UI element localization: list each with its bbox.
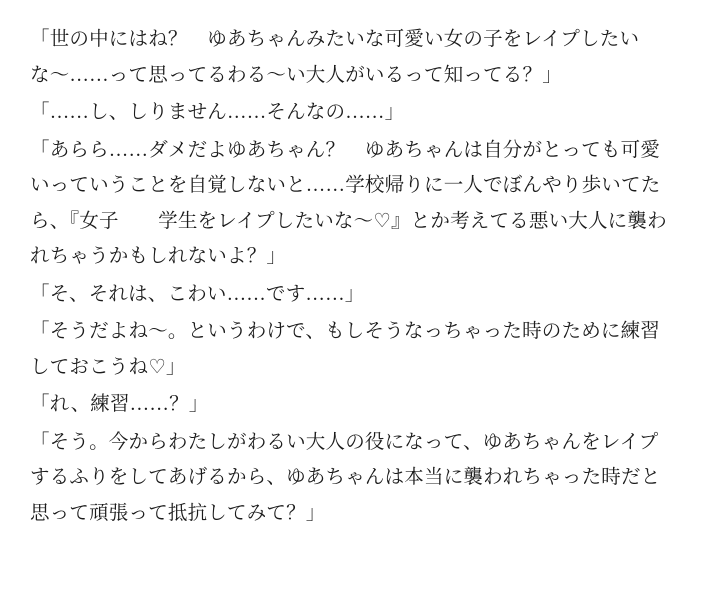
paragraph: 「世の中にはね？ ゆあちゃんみたいな可愛い女の子をレイプしたいな〜……って思ってるわる〜い大人がいるって知ってる？」 (30, 29, 640, 86)
paragraph: 「……し、しりません……そんなの……」 (30, 102, 405, 123)
paragraph: 「そう。今からわたしがわるい大人の役になって、ゆあちゃんをレイプするふりをしてあげるから、ゆあちゃんは本当に襲われちゃった時だと思って頑張って抵抗してみて？」 (30, 431, 661, 524)
paragraph: 「れ、練習……？」 (30, 394, 209, 415)
paragraph: 「あらら……ダメだよゆあちゃん？ ゆあちゃんは自分がとっても可愛いっていうことを自覚しないと……学校帰りに一人でぼんやり歩いてたら、『女子 学生をレイプしたいな〜♡』とか考えてる悪い大人に襲われちゃうかもしれないよ？」 (30, 139, 667, 267)
paragraph: 「そ、それは、こわい……です……」 (30, 283, 365, 305)
paragraph: 「そうだよね〜。というわけで、もしそうなっちゃった時のために練習しておこうね♡」 (30, 321, 661, 378)
